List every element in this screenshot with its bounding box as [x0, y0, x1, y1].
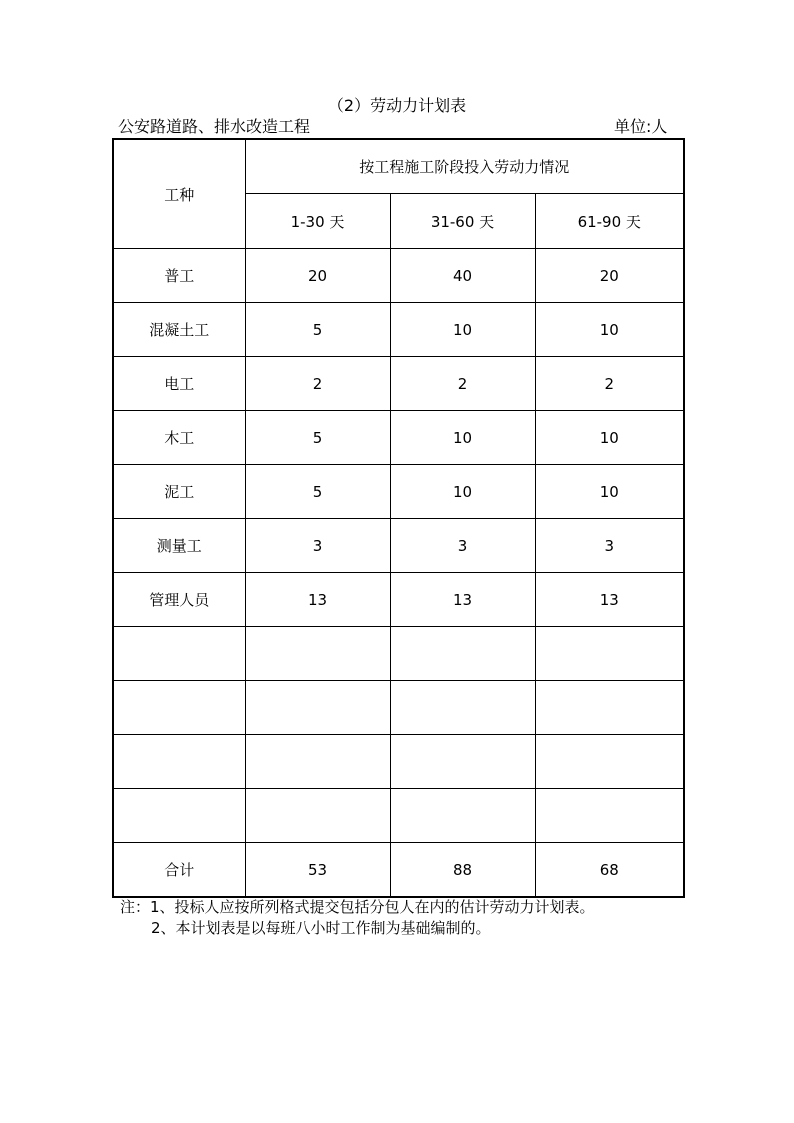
- table-row-empty: [113, 627, 684, 681]
- value-cell: 2: [390, 357, 535, 411]
- value-cell: [535, 735, 684, 789]
- value-cell: 3: [245, 519, 390, 573]
- total-value: 53: [245, 843, 390, 898]
- trade-type-cell: 混凝土工: [113, 303, 245, 357]
- table-row: [113, 519, 684, 573]
- value-cell: 5: [245, 303, 390, 357]
- page-title: （2）劳动力计划表: [327, 96, 467, 115]
- value-cell: 2: [535, 357, 684, 411]
- period-header-3: 61-90 天: [535, 194, 684, 249]
- value-cell: 3: [390, 519, 535, 573]
- table-row: [113, 303, 684, 357]
- note-1: 注：1、投标人应按所列格式提交包括分包人在内的估计劳动力计划表。: [120, 898, 595, 916]
- table-row-empty: [113, 681, 684, 735]
- trade-type-header: 工种: [113, 139, 245, 249]
- value-cell: 10: [535, 411, 684, 465]
- value-cell: [535, 789, 684, 843]
- value-cell: [535, 681, 684, 735]
- project-name: 公安路道路、排水改造工程: [118, 117, 311, 136]
- value-cell: 5: [245, 465, 390, 519]
- trade-type-cell: 管理人员: [113, 573, 245, 627]
- table-row: [113, 357, 684, 411]
- labor-plan-table: [112, 138, 685, 898]
- trade-type-cell: 测量工: [113, 519, 245, 573]
- table-header-row: [113, 139, 684, 194]
- total-value: 88: [390, 843, 535, 898]
- note-2: 2、本计划表是以每班八小时工作制为基础编制的。: [151, 919, 491, 937]
- table-row: [113, 573, 684, 627]
- value-cell: [390, 735, 535, 789]
- unit-label: 单位:人: [614, 117, 668, 136]
- period-header-1: 1-30 天: [245, 194, 390, 249]
- period-header-2: 31-60 天: [390, 194, 535, 249]
- value-cell: [390, 789, 535, 843]
- table-row-empty: [113, 789, 684, 843]
- value-cell: 40: [390, 249, 535, 303]
- total-row: [113, 843, 684, 898]
- total-label: 合计: [113, 843, 245, 898]
- value-cell: [245, 627, 390, 681]
- value-cell: 13: [390, 573, 535, 627]
- value-cell: 13: [245, 573, 390, 627]
- value-cell: 10: [535, 303, 684, 357]
- value-cell: 20: [245, 249, 390, 303]
- table-row-empty: [113, 735, 684, 789]
- total-value: 68: [535, 843, 684, 898]
- value-cell: 5: [245, 411, 390, 465]
- value-cell: [535, 627, 684, 681]
- table-row: [113, 249, 684, 303]
- value-cell: [390, 627, 535, 681]
- trade-type-cell: 木工: [113, 411, 245, 465]
- trade-type-cell: [113, 735, 245, 789]
- value-cell: 10: [390, 411, 535, 465]
- value-cell: 3: [535, 519, 684, 573]
- value-cell: [245, 789, 390, 843]
- value-cell: [390, 681, 535, 735]
- value-cell: 20: [535, 249, 684, 303]
- value-cell: 10: [535, 465, 684, 519]
- table-row: [113, 465, 684, 519]
- value-cell: 10: [390, 303, 535, 357]
- value-cell: [245, 735, 390, 789]
- trade-type-cell: 普工: [113, 249, 245, 303]
- notes: [120, 897, 595, 939]
- value-cell: 10: [390, 465, 535, 519]
- stage-group-header: 按工程施工阶段投入劳动力情况: [245, 139, 684, 194]
- trade-type-cell: 电工: [113, 357, 245, 411]
- value-cell: [245, 681, 390, 735]
- trade-type-cell: [113, 681, 245, 735]
- table-row: [113, 411, 684, 465]
- trade-type-cell: 泥工: [113, 465, 245, 519]
- trade-type-cell: [113, 627, 245, 681]
- value-cell: 13: [535, 573, 684, 627]
- value-cell: 2: [245, 357, 390, 411]
- trade-type-cell: [113, 789, 245, 843]
